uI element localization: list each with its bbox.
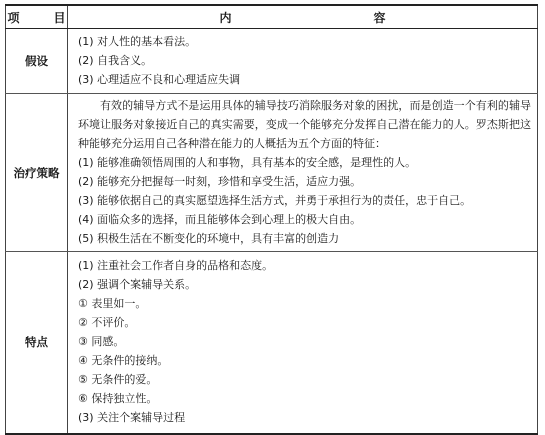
document-page [5, 4, 537, 435]
row-content [68, 29, 538, 94]
header-content [68, 5, 538, 29]
header-item-char: 目 [53, 10, 66, 25]
row-label: 特点 [6, 252, 68, 434]
row-content [68, 252, 538, 434]
content-table [5, 4, 538, 435]
intro-paragraph: 有效的辅导方式不是运用具体的辅导技巧消除服务对象的困扰，而是创造一个有利的辅导环境让服务对象接近自己的真实需要，变成一个能够充分发挥自己潜在能力的人。罗杰斯把这种能够充分运用自己各种潜在能力的人概括为五个方面的特征： [78, 99, 531, 150]
list-item: (3) 心理适应不良和心理适应失调 [78, 73, 241, 86]
row-content [68, 94, 538, 252]
list-item: (1) 注重社会工作者自身的品格和态度。 [78, 259, 274, 273]
list-item: (2) 自我含义。 [78, 54, 153, 67]
row-label: 假设 [6, 29, 68, 94]
table-row-features [6, 252, 538, 434]
list-item: (3) 能够依据自己的真实愿望选择生活方式，并勇于承担行为的责任，忠于自己。 [78, 194, 472, 207]
list-item: (2) 能够充分把握每一时刻，珍惜和享受生活，适应力强。 [78, 175, 362, 188]
list-item: ② 不评价。 [78, 316, 136, 330]
table-row-strategy [6, 94, 538, 252]
list-item: ⑤ 无条件的爱。 [78, 373, 158, 387]
list-item: ① 表里如一。 [78, 297, 147, 311]
table-row-assumption [6, 29, 538, 94]
list-item: ④ 无条件的接纳。 [78, 354, 169, 368]
list-item: (4) 面临众多的选择，而且能够体会到心理上的极大自由。 [78, 213, 362, 226]
header-item [6, 5, 68, 29]
list-item: ⑥ 保持独立性。 [78, 392, 158, 406]
list-item: ③ 同感。 [78, 335, 125, 349]
list-item: (3) 关注个案辅导过程 [78, 411, 186, 425]
header-item-char: 项 [7, 10, 20, 25]
header-content-char: 内 [219, 10, 232, 25]
header-content-char: 容 [373, 10, 386, 25]
list-item: (1) 能够准确领悟周围的人和事物，具有基本的安全感，是理性的人。 [78, 156, 417, 169]
list-item: (1) 对人性的基本看法。 [78, 35, 197, 48]
header-row [6, 5, 538, 29]
row-label: 治疗策略 [6, 94, 68, 252]
list-item: (2) 强调个案辅导关系。 [78, 278, 197, 292]
list-item: (5) 积极生活在不断变化的环境中，具有丰富的创造力 [78, 232, 340, 245]
